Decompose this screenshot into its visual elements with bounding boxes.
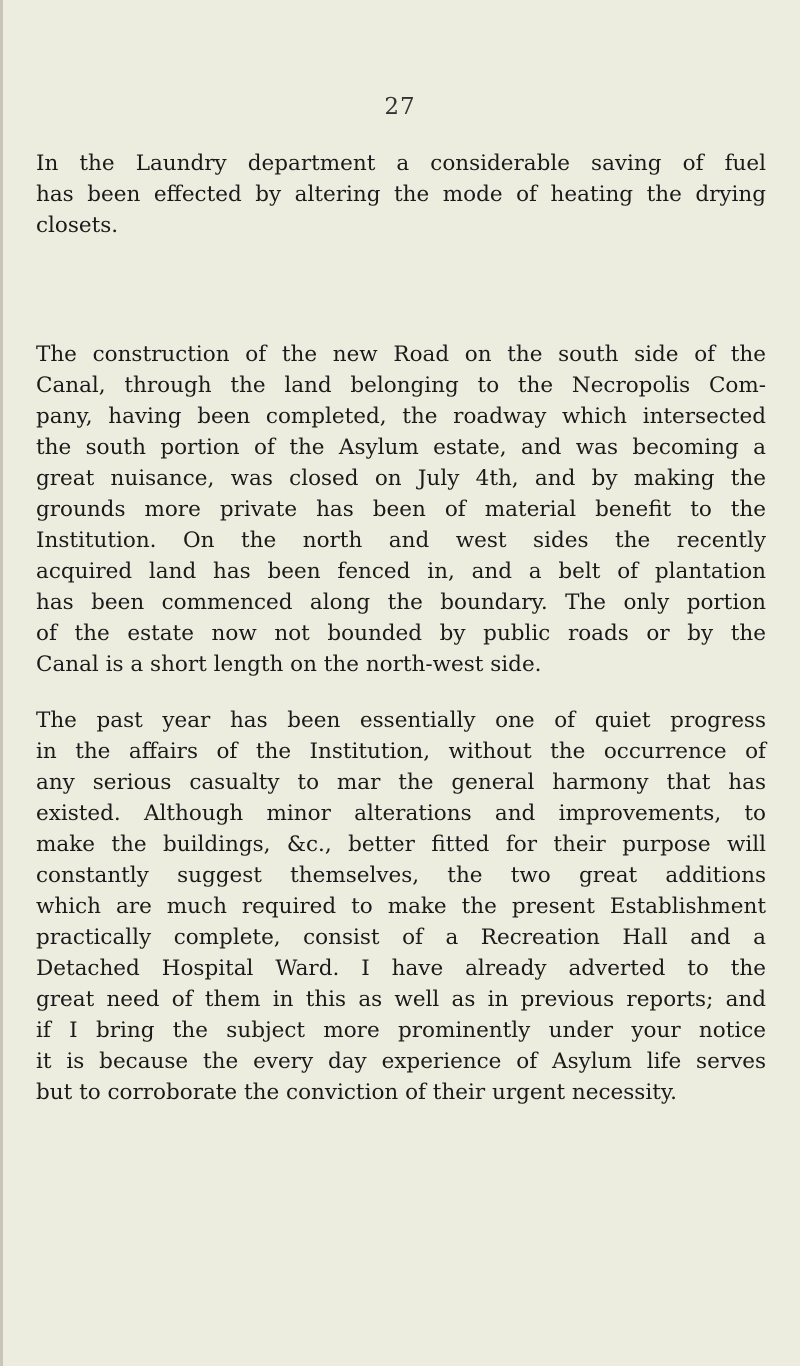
paragraph-line: Canal is a short length on the north-west side.: [36, 652, 542, 677]
paragraph-progress: [36, 705, 766, 1108]
paragraph-laundry: [36, 148, 766, 241]
paragraph-line: acquired land has been fenced in, and a belt of plantation: [36, 559, 766, 584]
paragraph-line: has been effected by altering the mode of heating the drying: [36, 182, 766, 207]
paragraph-line: The past year has been essentially one of quiet progress: [36, 708, 766, 733]
paragraph-line: constantly suggest themselves, the two great additions: [36, 863, 766, 888]
paragraph-line: In the Laundry department a considerable saving of fuel: [36, 151, 766, 176]
paragraph-line: closets.: [36, 213, 119, 238]
paragraph-line: of the estate now not bounded by public roads or by the: [36, 621, 766, 646]
paragraph-line: pany, having been completed, the roadway which intersected: [36, 404, 766, 429]
paragraph-line: any serious casualty to mar the general harmony that has: [36, 770, 766, 795]
paragraph-line: Institution. On the north and west sides the recently: [36, 528, 766, 553]
page-edge: [0, 0, 3, 1366]
paragraph-line: which are much required to make the present Establishment: [36, 894, 766, 919]
paragraph-line: great need of them in this as well as in previous reports; and: [36, 987, 766, 1012]
paragraph-line: has been commenced along the boundary. The only portion: [36, 590, 766, 615]
paragraph-line: practically complete, consist of a Recreation Hall and a: [36, 925, 766, 950]
paragraph-line: great nuisance, was closed on July 4th, and by making the: [36, 466, 766, 491]
paragraph-line: in the affairs of the Institution, without the occurrence of: [36, 739, 766, 764]
paragraph-road: [36, 339, 766, 680]
paragraph-line: The construction of the new Road on the south side of the: [36, 342, 766, 367]
paragraph-line: existed. Although minor alterations and improvements, to: [36, 801, 766, 826]
page-number: 27: [384, 94, 416, 120]
paragraph-line: make the buildings, &c., better fitted for their purpose will: [36, 832, 766, 857]
paragraph-line: it is because the every day experience of Asylum life serves: [36, 1049, 766, 1074]
paragraph-line: grounds more private has been of material benefit to the: [36, 497, 766, 522]
paragraph-line: Canal, through the land belonging to the Necropolis Com-: [36, 373, 766, 398]
paragraph-line: if I bring the subject more prominently under your notice: [36, 1018, 766, 1043]
paragraph-line: Detached Hospital Ward. I have already adverted to the: [36, 956, 766, 981]
paragraph-line: the south portion of the Asylum estate, and was becoming a: [36, 435, 766, 460]
paragraph-line: but to corroborate the conviction of their urgent necessity.: [36, 1080, 677, 1105]
